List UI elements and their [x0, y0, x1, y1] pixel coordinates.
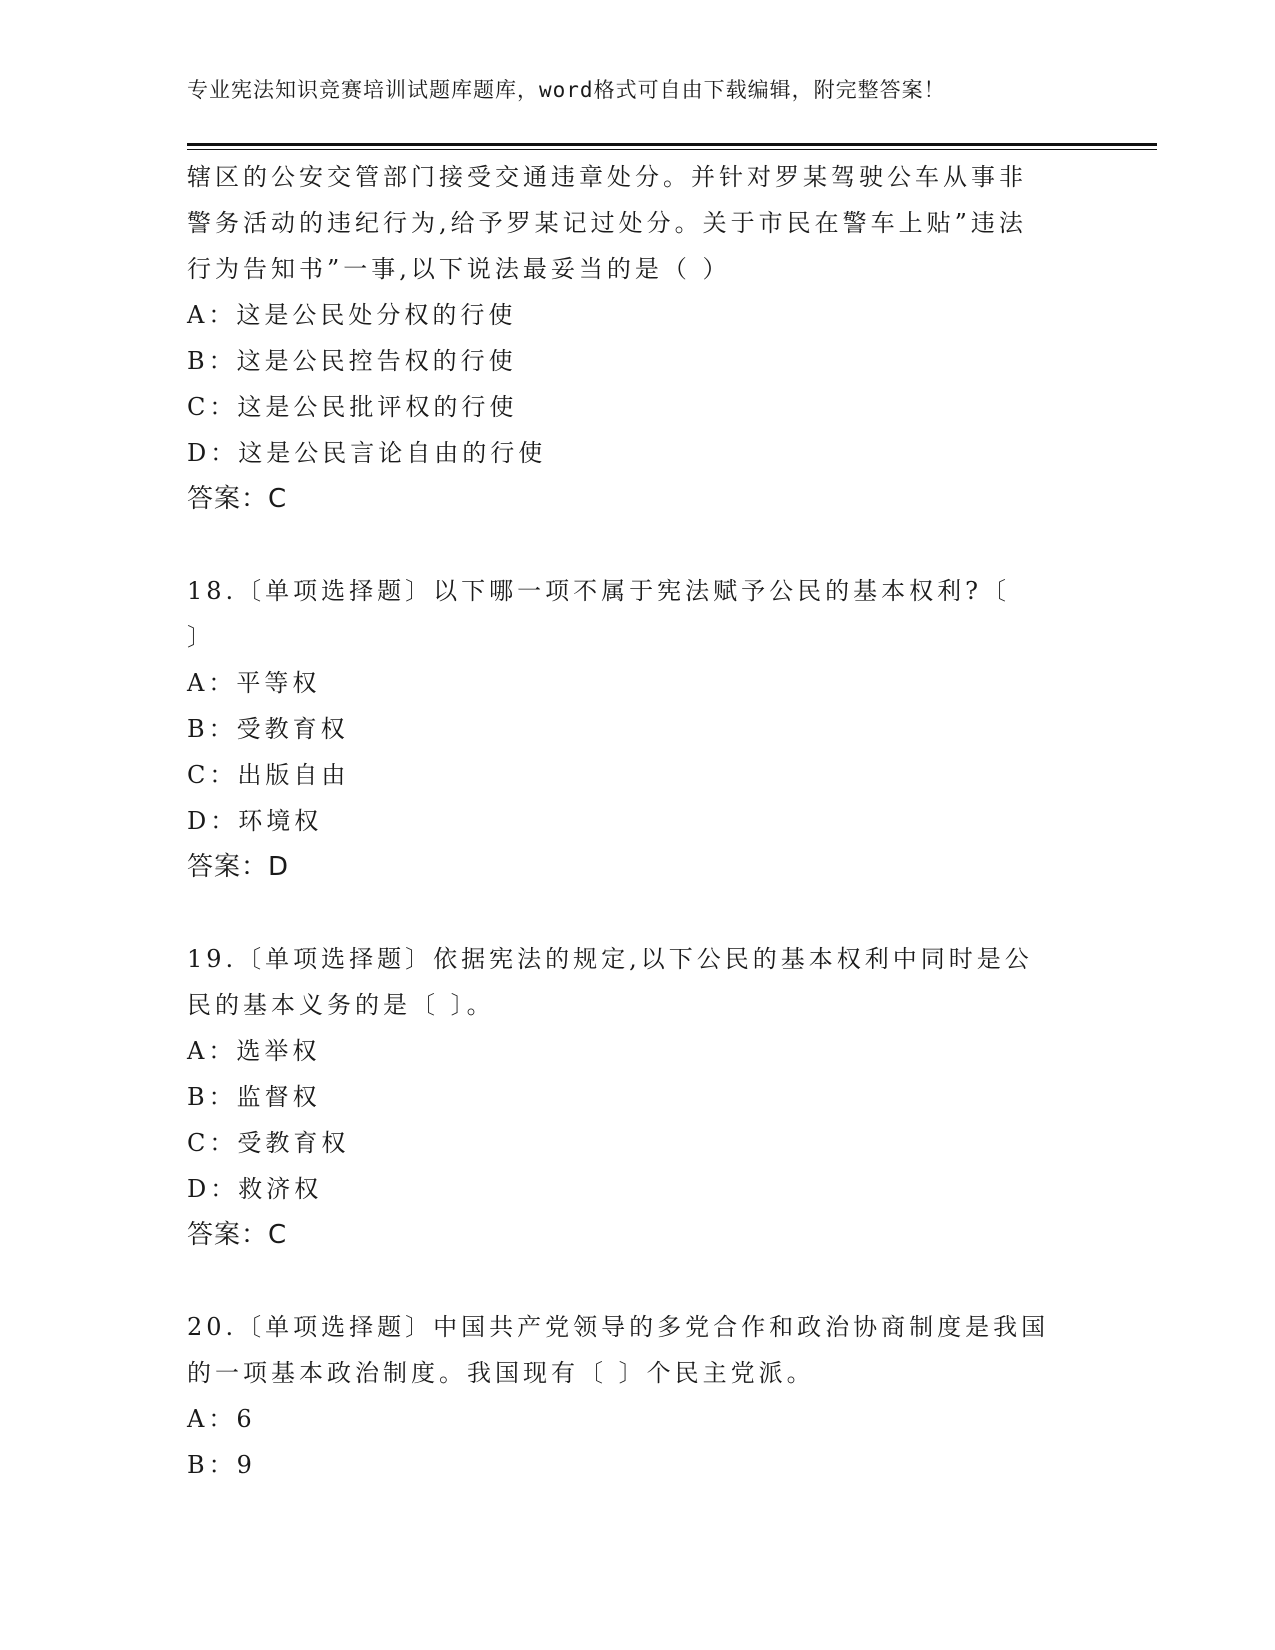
option-a: A：平等权 — [187, 669, 321, 697]
option-d: D：环境权 — [187, 807, 323, 835]
question-text-line: 行为告知书”一事,以下说法最妥当的是（ ） — [187, 255, 731, 283]
option-a: A：这是公民处分权的行使 — [187, 301, 517, 329]
question-text-line: 〕 — [187, 623, 215, 651]
answer-label: 答案：C — [187, 1220, 288, 1250]
answer-label: 答案：D — [187, 852, 290, 882]
answer-label: 答案：C — [187, 484, 288, 514]
option-a: A：选举权 — [187, 1037, 321, 1065]
header-rule-thick — [187, 143, 1157, 146]
option-d: D：救济权 — [187, 1175, 323, 1203]
question-text-line: 的一项基本政治制度。我国现有〔 〕个民主党派。 — [187, 1359, 815, 1387]
option-c: C：出版自由 — [187, 761, 350, 789]
question-text-line: 民的基本义务的是〔 〕。 — [187, 991, 495, 1019]
option-b: B：9 — [187, 1451, 256, 1479]
question-text-line: 辖区的公安交管部门接受交通违章处分。并针对罗某驾驶公车从事非 — [187, 163, 1027, 191]
option-a: A：6 — [187, 1405, 256, 1433]
spacer — [187, 522, 1087, 568]
question-18 — [187, 568, 1087, 890]
spacer — [187, 890, 1087, 936]
page-header: 专业宪法知识竞赛培训试题库题库，word格式可自由下载编辑，附完整答案！ — [187, 78, 946, 102]
question-20 — [187, 1304, 1087, 1488]
option-d: D：这是公民言论自由的行使 — [187, 439, 547, 467]
spacer — [187, 1258, 1087, 1304]
option-b: B：受教育权 — [187, 715, 349, 743]
question-text-line: 18.〔单项选择题〕以下哪一项不属于宪法赋予公民的基本权利?〔 — [187, 577, 1011, 605]
option-b: B：监督权 — [187, 1083, 321, 1111]
option-b: B：这是公民控告权的行使 — [187, 347, 517, 375]
question-17-continuation — [187, 154, 1087, 522]
question-content — [187, 154, 1087, 1488]
question-text-line: 20.〔单项选择题〕中国共产党领导的多党合作和政治协商制度是我国 — [187, 1313, 1050, 1341]
question-19 — [187, 936, 1087, 1258]
question-text-line: 警务活动的违纪行为,给予罗某记过处分。关于市民在警车上贴”违法 — [187, 209, 1027, 237]
header-rule-thin — [187, 149, 1157, 150]
question-text-line: 19.〔单项选择题〕依据宪法的规定,以下公民的基本权利中同时是公 — [187, 945, 1033, 973]
option-c: C：受教育权 — [187, 1129, 350, 1157]
option-c: C：这是公民批评权的行使 — [187, 393, 518, 421]
